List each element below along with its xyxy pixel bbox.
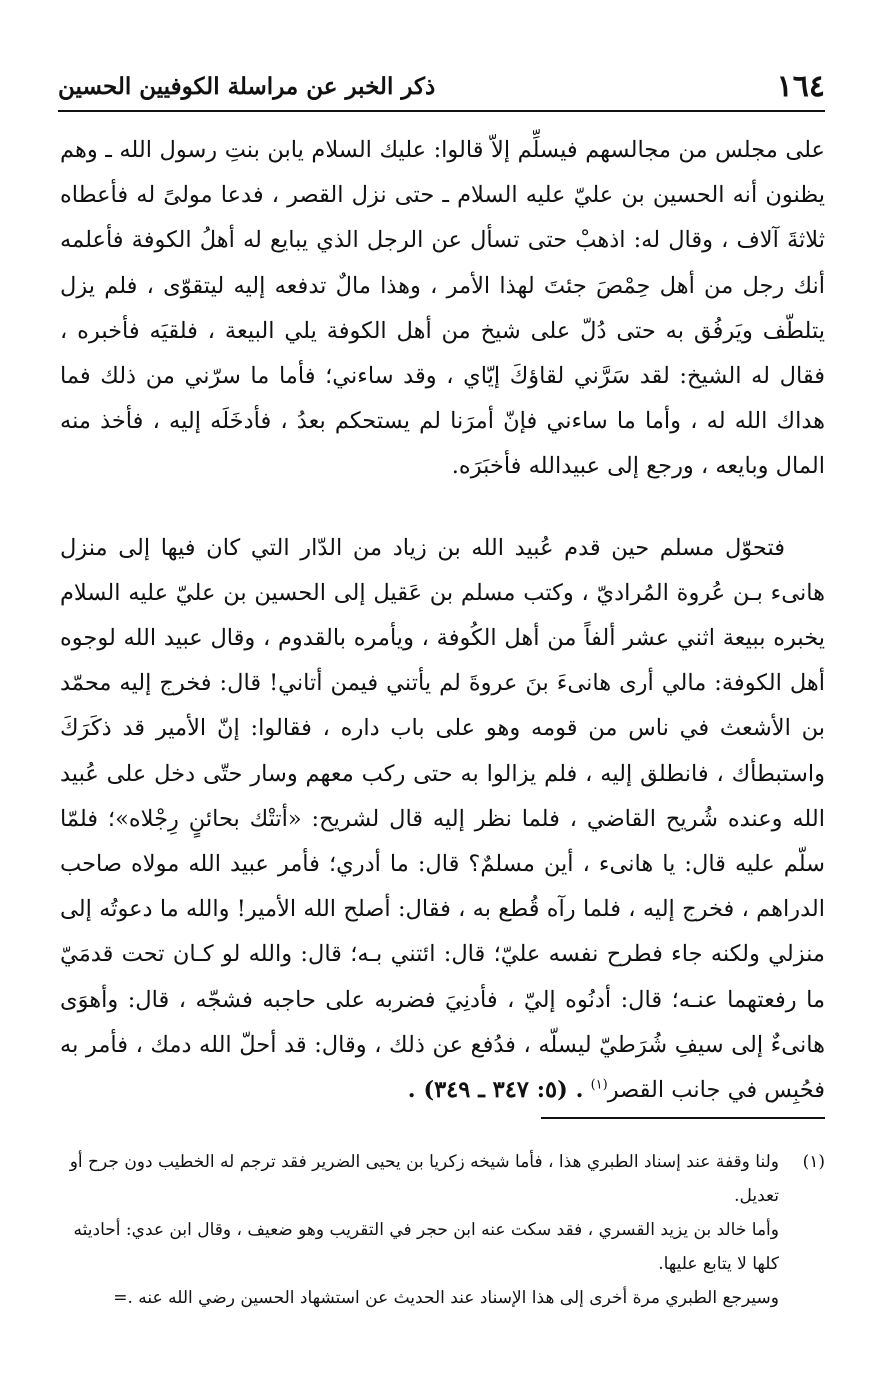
footnote-line: ولنا وقفة عند إسناد الطبري هذا ، فأما شيخه زكريا بن يحيى الضرير فقد ترجم له الخطيب دون جرح أو تعديل. bbox=[69, 1152, 779, 1206]
footnote-line: وسيرجع الطبري مرة أخرى إلى هذا الإسناد عند الحديث عن استشهاد الحسين رضي الله عنه .= bbox=[113, 1288, 779, 1308]
footnote-marker: (١) bbox=[802, 1152, 825, 1172]
page-number: ١٦٤ bbox=[776, 68, 825, 104]
paragraph: على مجلس من مجالسهم فيسلِّم إلاّ قالوا: عليك السلام يابن بنتِ رسول الله ـ وهم يظنون أنه الحسين بن عليّ عليه السلام ـ حتى نزل القصر ، فدعا مولىً له فأعطاه ثلاثةَ آلاف ، وقال له: اذهبْ حتى تسأل عن الرجل الذي يبايع له أهلُ الكوفة فأعلمه أنك رجل من أهل حِمْصَ جئتَ لهذا الأمر ، وهذا مالٌ تدفعه إليه ليتقوّى ، فلم يزل يتلطّف ويَرفُق به حتى دُلّ على شيخ من أهل الكوفة يلي البيعة ، فلقيَه فأخبره ، فقال له الشيخ: لقد سَرَّني لقاؤكَ إيّاي ، وقد ساءني؛ فأما ما سرّني من ذلك فما هداك الله له ، وأما ما ساءني فإنّ أمرَنا لم يستحكم بعدُ ، فأدخَلَه إليه ، فأخذ منه المال وبايعه ، ورجع إلى عبيدالله فأخبَرَه. bbox=[60, 137, 825, 480]
source-citation: . (٥: ٣٤٧ ـ ٣٤٩) . bbox=[407, 1077, 584, 1104]
header-divider bbox=[58, 110, 825, 112]
footnotes bbox=[48, 1145, 825, 1315]
running-title: ذكر الخبر عن مراسلة الكوفيين الحسين bbox=[58, 72, 436, 100]
footnote-divider bbox=[541, 1117, 825, 1119]
footnote-reference: (١) bbox=[590, 1077, 608, 1093]
footnote-line: وأما خالد بن يزيد القسري ، فقد سكت عنه ابن حجر في التقريب وهو ضعيف ، وقال ابن عدي: أحاديثه كلها لا يتابع عليها. bbox=[73, 1220, 779, 1274]
main-text bbox=[60, 128, 825, 1113]
page-header bbox=[58, 66, 825, 106]
footnote bbox=[48, 1145, 825, 1315]
footnote-text bbox=[48, 1145, 779, 1315]
paragraph bbox=[60, 526, 825, 1114]
paragraph-text: فتحوّل مسلم حين قدم عُبيد الله بن زياد من الدّار التي كان فيها إلى منزل هانىء بـن عُروة المُراديّ ، وكتب مسلم بن عَقيل إلى الحسين بن عليّ عليه السلام يخبره ببيعة اثني عشر ألفاً من أهل الكُوفة ، ويأمره بالقدوم ، وقال عبيد الله لوجوه أهل الكوفة: مالي أرى هانىءَ بنَ عروةَ لم يأتني فيمن أتاني! قال: فخرج إليه محمّد بن الأشعث في ناس من قومه وهو على باب داره ، فقالوا: إنّ الأمير قد ذكَرَكَ واستبطأك ، فانطلق إليه ، فلم يزالوا به حتى ركب معهم وسار حتّى دخل على عُبيد الله وعنده شُريح القاضي ، فلما نظر إليه قال لشريح: «أتتْك بحائنٍ رِجْلاه»؛ فلمّا سلّم عليه قال: يا هانىء ، أين مسلمٌ؟ قال: ما أدري؛ فأمر عبيد الله مولاه صاحب الدراهم ، فخرج إليه ، فلما رآه قُطع به ، فقال: أصلح الله الأمير! والله ما دعوتُه إلى منزلي ولكنه جاء فطرح نفسه عليّ؛ قال: ائتني بـه؛ قال: والله لو كـان تحت قدمَيّ ما رفعتهما عنـه؛ قال: أدنُوه إليّ ، فأدنِيَ فضربه على حاجبه فشجّه ، قال: وأهوَى هانىءٌ إلى سيفِ شُرَطيّ ليسلّه ، فدُفع عن ذلك ، وقال: قد أحلّ الله دمك ، فأمر به فحُبِس في جانب القصر bbox=[60, 534, 825, 1104]
